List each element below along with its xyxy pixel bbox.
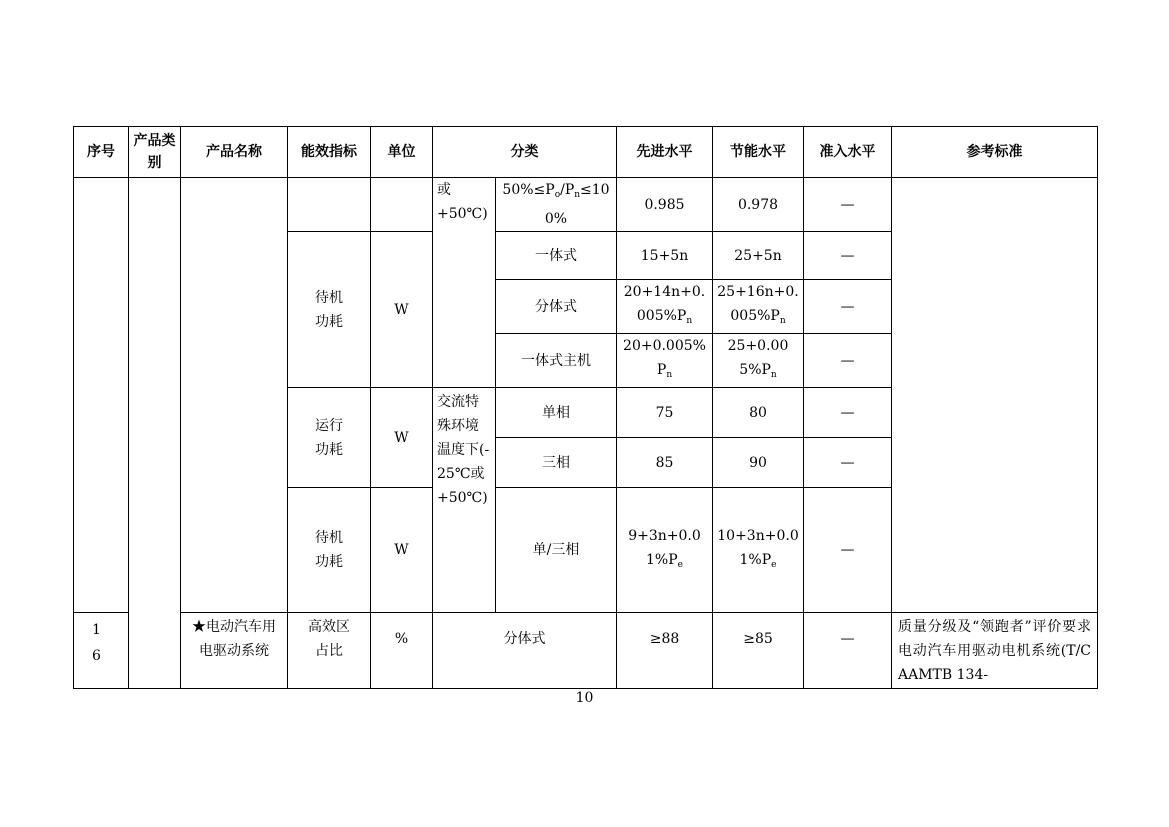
- header-category: 产品类别: [129, 127, 181, 178]
- entry-cell: —: [804, 438, 892, 488]
- condition-cell: 交流特殊环境温度下(-25℃或+50℃): [433, 388, 496, 613]
- advanced-cell: 0.985: [617, 178, 713, 232]
- header-unit: 单位: [371, 127, 433, 178]
- seq-cell: [74, 178, 129, 613]
- entry-cell: —: [804, 334, 892, 388]
- reference-cell: 质量分级及“领跑者”评价要求 电动汽车用驱动电机系统(T/CAAMTB 134-: [892, 613, 1098, 689]
- entry-cell: —: [804, 178, 892, 232]
- header-classification: 分类: [433, 127, 617, 178]
- entry-cell: —: [804, 232, 892, 280]
- sub-class-cell: 一体式: [496, 232, 617, 280]
- header-entry: 准入水平: [804, 127, 892, 178]
- header-seq: 序号: [74, 127, 129, 178]
- sub-class-cell: 一体式主机: [496, 334, 617, 388]
- saving-cell: ≥85: [713, 613, 804, 689]
- advanced-cell: 15+5n: [617, 232, 713, 280]
- advanced-cell: 85: [617, 438, 713, 488]
- unit-cell: W: [371, 388, 433, 488]
- unit-cell: W: [371, 232, 433, 388]
- saving-cell: $25+16n+0.005\%P_n$: [713, 280, 804, 334]
- entry-cell: —: [804, 280, 892, 334]
- metric-cell: 运行功耗: [288, 388, 371, 488]
- saving-cell: 90: [713, 438, 804, 488]
- advanced-cell: $20+14n+0.005\%P_n$: [617, 280, 713, 334]
- sub-class-cell: 分体式: [496, 280, 617, 334]
- saving-cell: $25+0.005\%P_n$: [713, 334, 804, 388]
- sub-class-cell: 单相: [496, 388, 617, 438]
- sub-class-cell: 单/三相: [496, 488, 617, 613]
- unit-cell: W: [371, 488, 433, 613]
- metric-cell: 待机功耗: [288, 232, 371, 388]
- saving-cell: 80: [713, 388, 804, 438]
- header-advanced: 先进水平: [617, 127, 713, 178]
- unit-cell: %: [371, 613, 433, 689]
- advanced-cell: $20+0.005\%P_n$: [617, 334, 713, 388]
- advanced-cell: $9+3n+0.01\%P_e$: [617, 488, 713, 613]
- condition-cell: 或 +50℃): [433, 178, 496, 388]
- name-cell: [181, 178, 288, 613]
- sub-class-cell: 三相: [496, 438, 617, 488]
- seq-cell: 16: [74, 613, 129, 689]
- name-cell: ★电动汽车用电驱动系统: [181, 613, 288, 689]
- saving-cell: 0.978: [713, 178, 804, 232]
- advanced-cell: 75: [617, 388, 713, 438]
- metric-cell: 待机功耗: [288, 488, 371, 613]
- table-row: [74, 613, 1098, 689]
- saving-cell: $10+3n+0.01\%P_e$: [713, 488, 804, 613]
- sub-class-cell: $50\%\le P_o/P_n\le 100\%$: [496, 178, 617, 232]
- advanced-cell: ≥88: [617, 613, 713, 689]
- category-cell: [129, 178, 181, 689]
- header-energy-saving: 节能水平: [713, 127, 804, 178]
- metric-cell: [288, 178, 371, 232]
- header-metric: 能效指标: [288, 127, 371, 178]
- unit-cell: [371, 178, 433, 232]
- metric-cell: 高效区占比: [288, 613, 371, 689]
- entry-cell: —: [804, 488, 892, 613]
- reference-cell: [892, 178, 1098, 613]
- header-row: [74, 127, 1098, 178]
- sub-class-cell: 分体式: [433, 613, 617, 689]
- table-row: [74, 178, 1098, 232]
- header-product-name: 产品名称: [181, 127, 288, 178]
- saving-cell: 25+5n: [713, 232, 804, 280]
- entry-cell: —: [804, 388, 892, 438]
- header-reference: 参考标准: [892, 127, 1098, 178]
- energy-efficiency-table: [73, 126, 1098, 689]
- entry-cell: —: [804, 613, 892, 689]
- page-number: 10: [575, 690, 594, 706]
